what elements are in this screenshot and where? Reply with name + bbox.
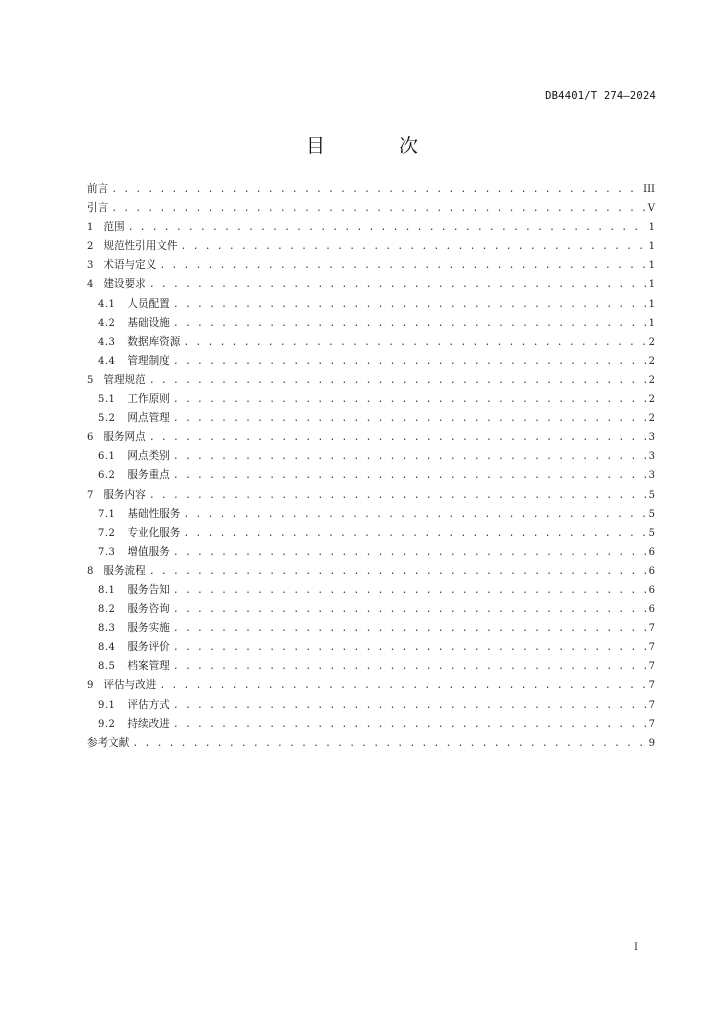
toc-entry-title: 范围 (103, 221, 125, 234)
toc-entry-title: 前言 (87, 183, 109, 195)
toc-entry[interactable] (87, 371, 655, 390)
dot-leader (183, 505, 645, 524)
dot-leader (173, 543, 646, 562)
toc-entry[interactable] (87, 390, 655, 409)
toc-entry-title: 人员配置 (127, 297, 170, 310)
toc-entry-title: 规范性引用文件 (103, 240, 178, 253)
toc-entry-page: 3 (648, 470, 655, 482)
toc-entry-page: 7 (648, 623, 655, 635)
toc-entry-page: 3 (648, 432, 655, 444)
toc-entry[interactable] (87, 275, 655, 294)
toc-entry-title: 基础性服务 (127, 507, 181, 520)
toc-entry[interactable] (87, 256, 655, 275)
toc-entry[interactable] (87, 657, 655, 676)
toc-entry-title: 基础设施 (127, 316, 170, 329)
toc-entry-number: 7.3 (98, 546, 116, 558)
toc-entry-title: 管理制度 (127, 354, 170, 367)
toc-entry[interactable] (87, 180, 655, 199)
toc-entry-number: 5.2 (98, 413, 116, 425)
toc-entry-title: 服务流程 (103, 564, 146, 577)
toc-entry-page: V (647, 203, 655, 215)
toc-entry[interactable] (87, 409, 655, 428)
dot-leader (173, 390, 646, 409)
dot-leader (183, 333, 645, 352)
dot-leader (111, 180, 640, 199)
toc-entry[interactable] (87, 218, 655, 237)
toc-entry-page: 7 (648, 642, 655, 654)
toc-entry-title: 服务评价 (127, 641, 170, 654)
toc-entry[interactable] (87, 619, 655, 638)
toc-entry[interactable] (87, 466, 655, 485)
toc-entry-number: 6 (87, 432, 94, 444)
toc-entry-number: 6.2 (98, 470, 116, 482)
toc-entry-page: III (643, 184, 655, 195)
dot-leader (173, 314, 646, 333)
toc-entry[interactable] (87, 715, 655, 734)
toc-entry-page: 2 (648, 336, 655, 348)
toc-entry-number: 7.1 (98, 508, 116, 520)
toc-entry-title: 数据库资源 (127, 335, 181, 348)
dot-leader (149, 275, 646, 294)
toc-entry-page: 7 (648, 661, 655, 673)
dot-leader (173, 657, 646, 676)
toc-entry-page: 5 (648, 508, 655, 520)
toc-entry-number: 8 (87, 565, 94, 577)
dot-leader (149, 486, 646, 505)
toc-entry-title: 服务咨询 (127, 603, 170, 616)
toc-entry-number: 5 (87, 374, 94, 386)
toc-entry-title: 服务内容 (103, 488, 146, 501)
toc-entry-page: 1 (648, 298, 655, 310)
dot-leader (173, 466, 646, 485)
toc-entry-page: 1 (648, 317, 655, 329)
dot-leader (173, 600, 646, 619)
toc-entry[interactable] (87, 486, 655, 505)
toc-entry-page: 2 (648, 413, 655, 425)
toc-entry-title: 引言 (87, 202, 109, 215)
toc-entry-title: 网点类别 (127, 450, 170, 463)
toc-entry-title: 服务告知 (127, 583, 170, 596)
toc-entry-page: 1 (648, 222, 655, 234)
page-title: 目 次 (305, 135, 453, 157)
dot-leader (173, 638, 646, 657)
toc-entry[interactable] (87, 676, 655, 695)
toc-entry-number: 1 (87, 222, 94, 234)
toc-entry[interactable] (87, 428, 655, 447)
toc-entry-title: 档案管理 (127, 660, 170, 673)
table-of-contents (87, 180, 655, 753)
dot-leader (173, 581, 646, 600)
toc-entry[interactable] (87, 638, 655, 657)
toc-entry-number: 8.1 (98, 584, 116, 596)
toc-entry[interactable] (87, 352, 655, 371)
standard-code: DB4401/T 274—2024 (545, 90, 656, 102)
toc-entry-page: 7 (648, 699, 655, 711)
toc-entry-number: 4.1 (98, 298, 116, 310)
toc-entry-number: 7.2 (98, 527, 116, 539)
toc-entry-number: 4.2 (98, 317, 116, 329)
dot-leader (111, 199, 645, 218)
toc-entry[interactable] (87, 199, 655, 218)
dot-leader (173, 619, 646, 638)
toc-entry-number: 9.1 (98, 699, 116, 711)
dot-leader (173, 295, 646, 314)
toc-entry-page: 7 (648, 680, 655, 692)
toc-entry-page: 1 (648, 241, 655, 253)
toc-entry-number: 9 (87, 680, 94, 692)
toc-entry[interactable] (87, 581, 655, 600)
toc-entry[interactable] (87, 333, 655, 352)
dot-leader (159, 256, 645, 275)
toc-entry-page: 2 (648, 374, 655, 386)
toc-entry-page: 9 (648, 737, 655, 749)
toc-entry-number: 4 (87, 279, 94, 291)
toc-entry-number: 7 (87, 489, 94, 501)
toc-entry[interactable] (87, 447, 655, 466)
toc-entry[interactable] (87, 734, 655, 753)
toc-entry-title: 建设要求 (103, 278, 146, 291)
dot-leader (183, 524, 645, 543)
dot-leader (149, 562, 646, 581)
toc-entry-number: 8.3 (98, 623, 116, 635)
toc-entry-title: 评估方式 (127, 698, 170, 711)
toc-entry-page: 2 (648, 394, 655, 406)
toc-entry-title: 服务实施 (127, 622, 170, 635)
toc-entry-title: 持续改进 (127, 717, 170, 730)
toc-entry[interactable] (87, 696, 655, 715)
toc-entry-number: 4.4 (98, 355, 116, 367)
dot-leader (181, 237, 646, 256)
toc-entry-page: 6 (648, 546, 655, 558)
toc-entry-number: 4.3 (98, 336, 116, 348)
dot-leader (173, 352, 646, 371)
toc-entry[interactable] (87, 543, 655, 562)
toc-entry-title: 网点管理 (127, 412, 170, 425)
toc-entry-number: 3 (87, 260, 94, 272)
dot-leader (149, 371, 646, 390)
dot-leader (173, 715, 646, 734)
toc-entry-page: 1 (648, 279, 655, 291)
toc-entry[interactable] (87, 314, 655, 333)
toc-entry-page: 5 (648, 489, 655, 501)
footer-page-number: I (634, 942, 638, 953)
toc-entry[interactable] (87, 237, 655, 256)
toc-entry[interactable] (87, 600, 655, 619)
toc-entry-title: 专业化服务 (127, 526, 181, 539)
toc-entry-title: 术语与定义 (103, 259, 157, 272)
dot-leader (173, 696, 646, 715)
toc-entry-page: 7 (648, 718, 655, 730)
toc-entry-number: 6.1 (98, 451, 116, 463)
toc-entry[interactable] (87, 524, 655, 543)
toc-entry-title: 服务重点 (127, 469, 170, 482)
toc-entry-number: 9.2 (98, 718, 116, 730)
dot-leader (149, 428, 646, 447)
toc-entry[interactable] (87, 562, 655, 581)
toc-entry-title: 管理规范 (103, 373, 146, 386)
dot-leader (173, 409, 646, 428)
toc-entry-title: 工作原则 (127, 393, 170, 406)
toc-entry-title: 服务网点 (103, 431, 146, 444)
toc-entry-title: 评估与改进 (103, 679, 157, 692)
toc-entry-page: 6 (648, 565, 655, 577)
toc-entry-title: 参考文献 (87, 736, 130, 749)
toc-entry-page: 5 (648, 527, 655, 539)
toc-entry[interactable] (87, 295, 655, 314)
toc-entry-number: 5.1 (98, 394, 116, 406)
toc-entry-page: 1 (648, 260, 655, 272)
dot-leader (173, 447, 646, 466)
dot-leader (128, 218, 646, 237)
dot-leader (132, 734, 645, 753)
toc-entry-number: 8.5 (98, 661, 116, 673)
toc-entry-page: 6 (648, 604, 655, 616)
toc-entry-page: 2 (648, 355, 655, 367)
toc-entry-number: 8.2 (98, 604, 116, 616)
toc-entry-page: 3 (648, 451, 655, 463)
toc-entry-number: 2 (87, 241, 94, 253)
toc-entry-page: 6 (648, 584, 655, 596)
toc-entry[interactable] (87, 505, 655, 524)
toc-entry-title: 增值服务 (127, 545, 170, 558)
toc-entry-number: 8.4 (98, 642, 116, 654)
dot-leader (159, 676, 645, 695)
